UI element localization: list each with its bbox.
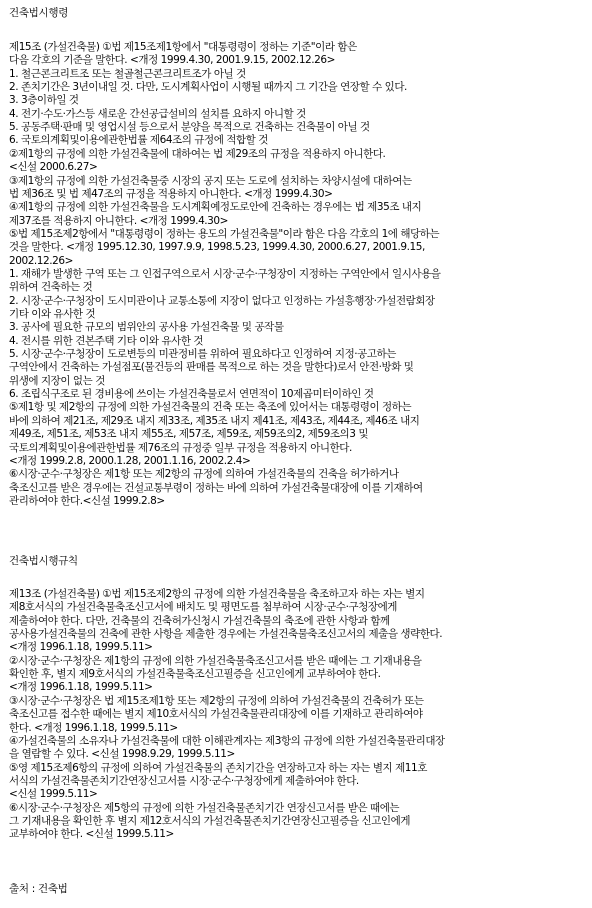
section-rules-line: 공사용가설건축물의 건축에 관한 사항을 제출한 경우에는 가설건축물축조신고서의 제출을 생략한다.	[9, 628, 443, 641]
section-decree-line: ⑤제1항 및 제2항의 규정에 의한 가설건축물의 건축 또는 축조에 있어서는 대통령령이 정하는	[9, 401, 412, 414]
section-rules-line: ②시장·군수·구청장은 제1항의 규정에 의한 가설건축물축조신고서를 받은 때에는 그 기재내용을	[9, 654, 422, 667]
section-decree-line: <개정 1999.2.8, 2000.1.28, 2001.1.16, 2002.2.4>	[9, 454, 251, 467]
section-decree-line: 3. 공사에 필요한 규모의 범위안의 공사용 가설건축물 및 공작물	[9, 321, 284, 334]
section-decree-line: <신설 2000.6.27>	[9, 161, 98, 174]
section-rules-line: 교부하여야 한다. <신설 1999.5.11>	[9, 828, 174, 841]
section-decree-line: ④제1항의 규정에 의한 가설건축물을 도시계획예정도로안에 건축하는 경우에는 법 제35조 내지	[9, 201, 422, 214]
section-rules-line: <개정 1996.1.18, 1999.5.11>	[9, 641, 153, 654]
section-decree-line: 3. 3층이하일 것	[9, 94, 79, 107]
section-decree-line: 법 제36조 및 법 제47조의 규정을 적용하지 아니한다. <개정 1999.4.30>	[9, 187, 333, 200]
section-rules-line: ⑤영 제15조제6항의 규정에 의하여 가설건축물의 존치기간을 연장하고자 하는 자는 별지 제11호	[9, 761, 427, 774]
section-decree-line: 것을 말한다. <개정 1995.12.30, 1997.9.9, 1998.5.23, 1999.4.30, 2000.6.27, 2001.9.15,	[9, 241, 425, 254]
section-rules-line: 제8호서식의 가설건축물축조신고서에 배치도 및 평면도를 첨부하여 시장·군수·구청장에게	[9, 601, 397, 614]
section-decree-heading: 건축법시행령	[9, 7, 69, 19]
section-decree-line: 4. 전시를 위한 견본주택 기타 이와 유사한 것	[9, 334, 204, 347]
section-rules-line: ④가설건축물의 소유자나 가설건축물에 대한 이해관계자는 제3항의 규정에 의한 가설건축물관리대장	[9, 734, 445, 747]
section-decree-line: 국토의계획및이용에관한법률 제76조의 규정중 일부 규정을 적용하지 아니한다.	[9, 441, 352, 454]
section-rules-line: ③시장·군수·구청장은 법 제15조제1항 또는 제2항의 규정에 의하여 가설건축물의 건축허가 또는	[9, 694, 424, 707]
section-decree-line: 2. 존치기간은 3년이내일 것. 다만, 도시계획사업이 시행될 때까지 그 기간을 연장할 수 있다.	[9, 81, 407, 94]
section-decree-line: 6. 조립식구조로 된 경비용에 쓰이는 가설건축물로서 연면적이 10제곱미터이하인 것	[9, 388, 374, 401]
section-decree-line: 바에 의하여 제21조, 제29조 내지 제33조, 제35조 내지 제41조, 제43조, 제44조, 제46조 내지	[9, 414, 420, 427]
section-decree-line: ⑥시장·군수·구청장은 제1항 또는 제2항의 규정에 의하여 가설건축물의 건축을 허가하거나	[9, 468, 399, 481]
section-decree-line: 2002.12.26>	[9, 254, 73, 267]
section-decree-line: 5. 시장·군수·구청장이 도로변등의 미관정비를 위하여 필요하다고 인정하여 지정·공고하는	[9, 348, 396, 361]
section-rules-line: 을 열람할 수 있다. <신설 1998.9.29, 1999.5.11>	[9, 748, 235, 761]
section-decree-line: ③제1항의 규정에 의한 가설건축물중 시장의 공지 또는 도로에 설치하는 차양시설에 대하여는	[9, 174, 412, 187]
section-rules-line: 서식의 가설건축물존치기간연장신고서를 시장·군수·구청장에게 제출하여야 한다.	[9, 774, 359, 787]
section-decree-line: 위하여 건축하는 것	[9, 281, 93, 294]
section-rules-line: <신설 1999.5.11>	[9, 788, 98, 801]
section-decree-line: 6. 국토의계획및이용에관한법률 제64조의 규정에 적합할 것	[9, 134, 268, 147]
section-decree-line: 구역안에서 건축하는 가설점포(물건등의 판매를 목적으로 하는 것을 말한다)로서 안전·방화 및	[9, 361, 414, 374]
section-decree-line: 축조신고를 받은 경우에는 건설교통부령이 정하는 바에 의하여 가설건축물대장에 이를 기재하여	[9, 481, 423, 494]
section-decree-line: 다음 각호의 기준을 말한다. <개정 1999.4.30, 2001.9.15, 2002.12.26>	[9, 54, 335, 67]
section-decree-line: 1. 철근콘크리트조 또는 철골철근콘크리트조가 아닐 것	[9, 67, 246, 80]
section-rules-line: <개정 1996.1.18, 1999.5.11>	[9, 681, 153, 694]
section-decree-line: 2. 시장·군수·구청장이 도시미관이나 교통소통에 지장이 없다고 인정하는 가설흥행장·가설전람회장	[9, 294, 435, 307]
section-decree-line: 관리하여야 한다.<신설 1999.2.8>	[9, 494, 165, 507]
section-decree-line: ⑤법 제15조제2항에서 "대통령령이 정하는 용도의 가설건축물"이라 함은 다음 각호의 1에 해당하는	[9, 227, 440, 240]
section-rules-line: 축조신고를 접수한 때에는 별지 제10호서식의 가설건축물관리대장에 이를 기재하고 관리하여야	[9, 708, 423, 721]
section-decree-line: 1. 재해가 발생한 구역 또는 그 인접구역으로서 시장·군수·구청장이 지정하는 구역안에서 일시사용을	[9, 267, 441, 280]
section-rules-line: 제13조 (가설건축물) ①법 제15조제2항의 규정에 의한 가설건축물을 축조하고자 하는 자는 별지	[9, 588, 425, 600]
section-rules-heading: 건축법시행규칙	[9, 555, 78, 567]
section-rules-line: ⑥시장·군수·구청장은 제5항의 규정에 의한 가설건축물존치기간 연장신고서를 받은 때에는	[9, 801, 400, 814]
section-decree-line: 제15조 (가설건축물) ①법 제15조제1항에서 "대통령령이 정하는 기준"이라 함은	[9, 41, 357, 53]
section-rules-line: 한다. <개정 1996.1.18, 1999.5.11>	[9, 721, 178, 734]
section-decree-line: 제49조, 제51조, 제53조 내지 제55조, 제57조, 제59조, 제59조의2, 제59조의3 및	[9, 428, 369, 441]
section-decree-line: 5. 공동주택·판매 및 영업시설 등으로서 분양을 목적으로 건축하는 건축물이 아닐 것	[9, 121, 370, 134]
section-decree-line: ②제1항의 규정에 의한 가설건축물에 대하여는 법 제29조의 규정을 적용하지 아니한다.	[9, 147, 386, 160]
section-decree-line: 위생에 지장이 없는 것	[9, 374, 105, 387]
section-decree-line: 4. 전기·수도·가스등 새로운 간선공급설비의 설치를 요하지 아니할 것	[9, 107, 306, 120]
section-rules-line: 그 기재내용을 확인한 후 별지 제12호서식의 가설건축물존치기간연장신고필증을 신고인에게	[9, 814, 411, 827]
section-rules-line: 제출하여야 한다. 다만, 건축물의 건축허가신청시 가설건축물의 축조에 관한 사항과 함께	[9, 614, 390, 627]
section-decree-line: 제37조를 적용하지 아니한다. <개정 1999.4.30>	[9, 214, 228, 227]
source-citation: 출처 : 건축법	[9, 883, 68, 895]
section-decree-line: 기타 이와 유사한 것	[9, 308, 96, 320]
section-rules-line: 확인한 후, 별지 제9호서식의 가설건축물축조신고필증을 신고인에게 교부하여야 한다.	[9, 668, 381, 681]
